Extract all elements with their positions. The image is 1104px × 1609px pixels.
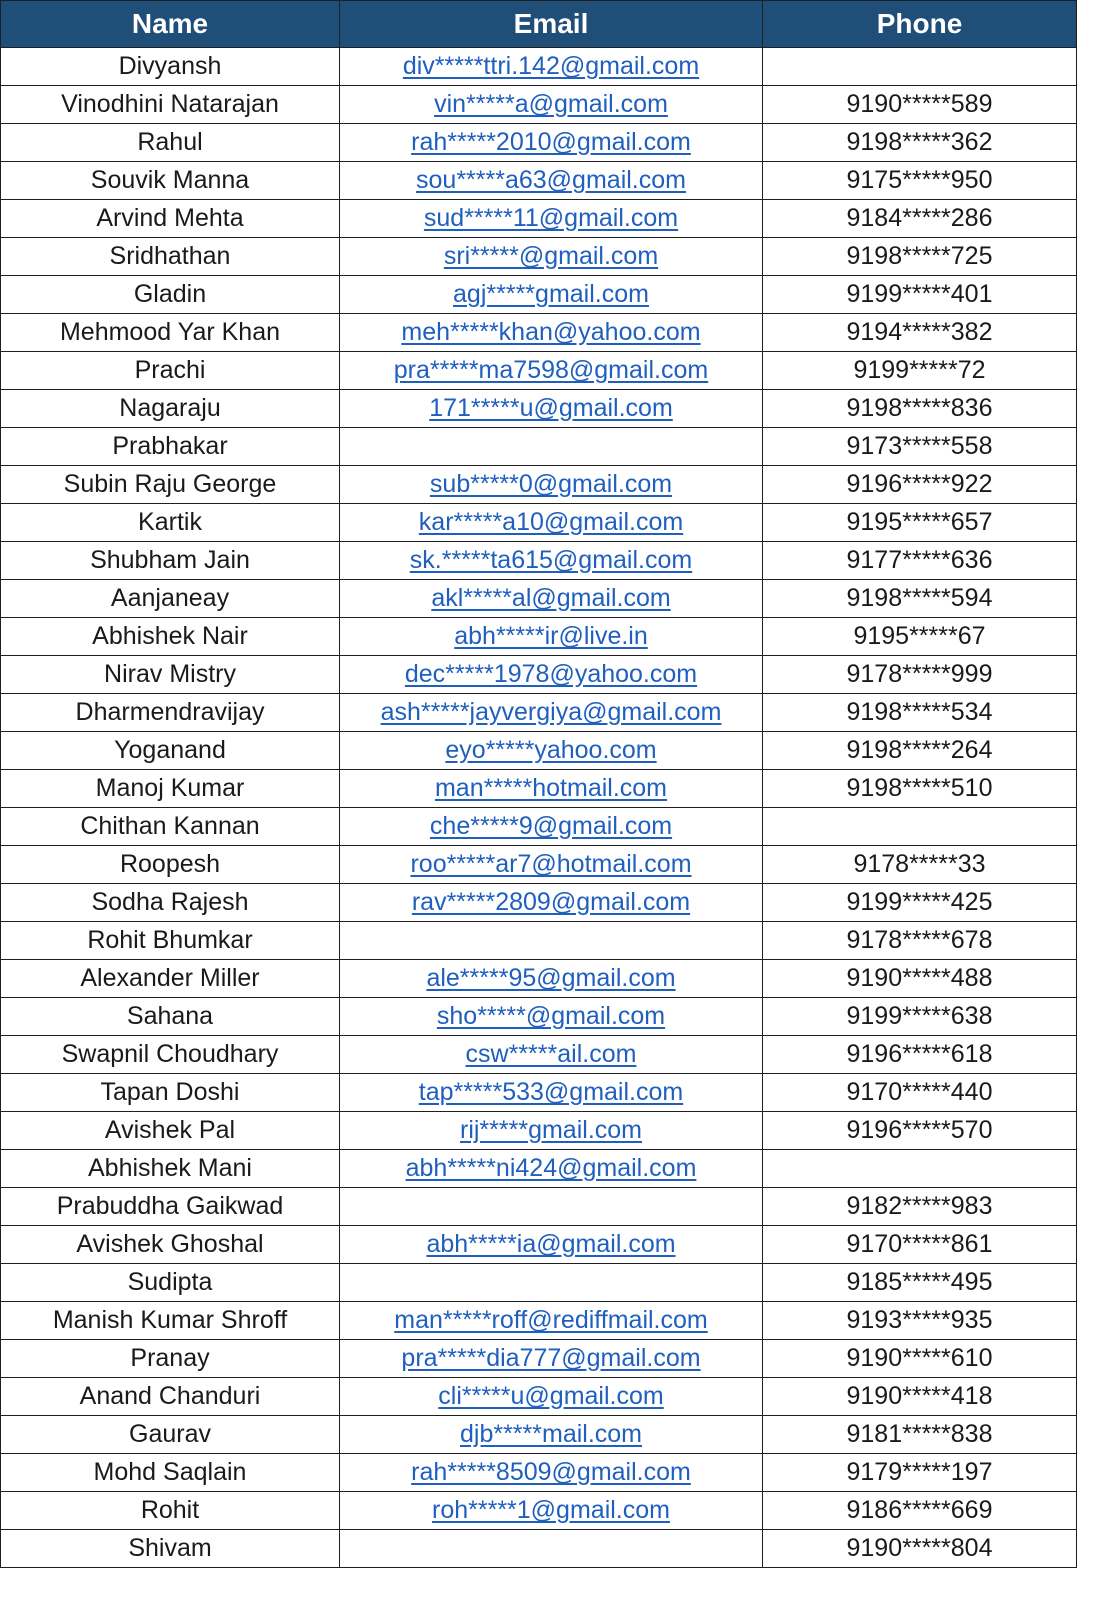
cell-email[interactable] <box>340 428 763 466</box>
cell-email[interactable] <box>340 352 763 390</box>
cell-email[interactable] <box>340 1036 763 1074</box>
cell-email[interactable] <box>340 808 763 846</box>
cell-email[interactable] <box>340 238 763 276</box>
cell-email[interactable] <box>340 48 763 86</box>
table-row[interactable] <box>1 694 1077 732</box>
cell-phone[interactable]: 9185*****495 <box>763 1264 1077 1302</box>
cell-name[interactable]: Mohd Saqlain <box>1 1454 340 1492</box>
cell-name[interactable]: Vinodhini Natarajan <box>1 86 340 124</box>
email-link[interactable]: man*****roff@rediffmail.com <box>394 1306 708 1334</box>
table-row[interactable] <box>1 1036 1077 1074</box>
cell-email[interactable] <box>340 732 763 770</box>
cell-email[interactable] <box>340 1112 763 1150</box>
email-link[interactable]: cli*****u@gmail.com <box>438 1382 664 1410</box>
table-row[interactable] <box>1 770 1077 808</box>
cell-email[interactable] <box>340 998 763 1036</box>
table-row[interactable] <box>1 1378 1077 1416</box>
table-row[interactable] <box>1 124 1077 162</box>
email-link[interactable]: pra*****ma7598@gmail.com <box>393 356 709 384</box>
cell-email[interactable] <box>340 390 763 428</box>
email-link[interactable]: sub*****0@gmail.com <box>429 470 673 498</box>
email-link[interactable]: rij*****gmail.com <box>460 1116 642 1144</box>
cell-phone[interactable]: 9199*****638 <box>763 998 1077 1036</box>
cell-phone[interactable]: 9190*****418 <box>763 1378 1077 1416</box>
table-row[interactable] <box>1 1340 1077 1378</box>
cell-phone[interactable]: 9190*****488 <box>763 960 1077 998</box>
email-link[interactable]: rav*****2809@gmail.com <box>411 888 691 916</box>
cell-phone[interactable]: 9186*****669 <box>763 1492 1077 1530</box>
cell-name[interactable]: Sodha Rajesh <box>1 884 340 922</box>
cell-phone[interactable]: 9178*****678 <box>763 922 1077 960</box>
cell-email[interactable] <box>340 200 763 238</box>
cell-email[interactable] <box>340 276 763 314</box>
cell-phone[interactable]: 9193*****935 <box>763 1302 1077 1340</box>
table-body <box>1 48 1077 1568</box>
cell-email[interactable] <box>340 1188 763 1226</box>
table-row[interactable] <box>1 390 1077 428</box>
email-link[interactable]: eyo*****yahoo.com <box>445 736 657 764</box>
table-row[interactable] <box>1 884 1077 922</box>
email-link[interactable]: csw*****ail.com <box>465 1040 637 1068</box>
email-link[interactable]: sho*****@gmail.com <box>436 1002 666 1030</box>
email-link[interactable]: vin*****a@gmail.com <box>434 90 668 118</box>
cell-email[interactable] <box>340 1302 763 1340</box>
email-link[interactable]: 171*****u@gmail.com <box>429 394 673 422</box>
cell-email[interactable] <box>340 124 763 162</box>
table-row[interactable] <box>1 352 1077 390</box>
cell-name[interactable]: Avishek Ghoshal <box>1 1226 340 1264</box>
table-row[interactable] <box>1 276 1077 314</box>
cell-name[interactable]: Nagaraju <box>1 390 340 428</box>
email-link[interactable]: meh*****khan@yahoo.com <box>401 318 701 346</box>
table-row[interactable] <box>1 846 1077 884</box>
cell-name[interactable]: Sahana <box>1 998 340 1036</box>
cell-name[interactable]: Yoganand <box>1 732 340 770</box>
cell-name[interactable]: Rohit <box>1 1492 340 1530</box>
column-header-email[interactable]: Email <box>340 1 763 48</box>
cell-email[interactable] <box>340 770 763 808</box>
cell-phone[interactable]: 9198*****264 <box>763 732 1077 770</box>
cell-phone[interactable]: 9181*****838 <box>763 1416 1077 1454</box>
cell-phone[interactable]: 9199*****425 <box>763 884 1077 922</box>
cell-email[interactable] <box>340 656 763 694</box>
email-link[interactable]: pra*****dia777@gmail.com <box>401 1344 701 1372</box>
email-link[interactable]: div*****ttri.142@gmail.com <box>402 52 700 80</box>
table-row[interactable] <box>1 1416 1077 1454</box>
cell-email[interactable] <box>340 1226 763 1264</box>
email-link[interactable]: djb*****mail.com <box>459 1420 643 1448</box>
table-row[interactable] <box>1 238 1077 276</box>
header-row <box>1 1 1077 48</box>
table-row[interactable] <box>1 580 1077 618</box>
cell-name[interactable]: Prabhakar <box>1 428 340 466</box>
cell-name[interactable]: Divyansh <box>1 48 340 86</box>
cell-phone[interactable]: 9196*****618 <box>763 1036 1077 1074</box>
email-link[interactable]: agj*****gmail.com <box>453 280 649 308</box>
cell-email[interactable] <box>340 1264 763 1302</box>
cell-email[interactable] <box>340 1454 763 1492</box>
column-header-name[interactable]: Name <box>1 1 340 48</box>
cell-name[interactable]: Prachi <box>1 352 340 390</box>
cell-name[interactable]: Chithan Kannan <box>1 808 340 846</box>
cell-name[interactable]: Abhishek Nair <box>1 618 340 656</box>
cell-phone[interactable]: 9178*****999 <box>763 656 1077 694</box>
cell-phone[interactable]: 9175*****950 <box>763 162 1077 200</box>
email-link[interactable]: ash*****jayvergiya@gmail.com <box>380 698 722 726</box>
cell-phone[interactable]: 9177*****636 <box>763 542 1077 580</box>
cell-email[interactable] <box>340 314 763 352</box>
cell-email[interactable] <box>340 1074 763 1112</box>
email-link[interactable]: roo*****ar7@hotmail.com <box>410 850 692 878</box>
cell-name[interactable]: Tapan Doshi <box>1 1074 340 1112</box>
email-link[interactable]: rah*****8509@gmail.com <box>411 1458 691 1486</box>
table-row[interactable] <box>1 1074 1077 1112</box>
cell-phone[interactable]: 9179*****197 <box>763 1454 1077 1492</box>
email-link[interactable]: kar*****a10@gmail.com <box>418 508 684 536</box>
email-link[interactable]: abh*****ir@live.in <box>454 622 648 650</box>
table-row[interactable] <box>1 504 1077 542</box>
cell-name[interactable]: Abhishek Mani <box>1 1150 340 1188</box>
cell-email[interactable] <box>340 1150 763 1188</box>
cell-email[interactable] <box>340 1378 763 1416</box>
table-row[interactable] <box>1 618 1077 656</box>
cell-phone[interactable]: 9196*****570 <box>763 1112 1077 1150</box>
email-link[interactable]: ale*****95@gmail.com <box>426 964 676 992</box>
cell-phone[interactable]: 9184*****286 <box>763 200 1077 238</box>
cell-email[interactable] <box>340 694 763 732</box>
email-link[interactable]: che*****9@gmail.com <box>429 812 673 840</box>
cell-name[interactable]: Aanjaneay <box>1 580 340 618</box>
cell-email[interactable] <box>340 884 763 922</box>
email-link[interactable]: abh*****ni424@gmail.com <box>405 1154 697 1182</box>
cell-name[interactable]: Gaurav <box>1 1416 340 1454</box>
cell-name[interactable]: Subin Raju George <box>1 466 340 504</box>
cell-name[interactable]: Shivam <box>1 1530 340 1568</box>
cell-email[interactable] <box>340 922 763 960</box>
email-link[interactable]: sou*****a63@gmail.com <box>416 166 686 194</box>
cell-email[interactable] <box>340 466 763 504</box>
table-row[interactable] <box>1 960 1077 998</box>
cell-phone[interactable]: 9198*****362 <box>763 124 1077 162</box>
cell-name[interactable]: Prabuddha Gaikwad <box>1 1188 340 1226</box>
cell-name[interactable]: Arvind Mehta <box>1 200 340 238</box>
table-row[interactable] <box>1 1112 1077 1150</box>
cell-name[interactable]: Rahul <box>1 124 340 162</box>
cell-email[interactable] <box>340 86 763 124</box>
cell-phone[interactable]: 9178*****33 <box>763 846 1077 884</box>
cell-phone[interactable] <box>763 48 1077 86</box>
table-row[interactable] <box>1 1454 1077 1492</box>
table-row[interactable] <box>1 922 1077 960</box>
cell-email[interactable] <box>340 1492 763 1530</box>
table-row[interactable] <box>1 1530 1077 1568</box>
table-row[interactable] <box>1 466 1077 504</box>
cell-phone[interactable]: 9170*****440 <box>763 1074 1077 1112</box>
email-link[interactable]: tap*****533@gmail.com <box>418 1078 684 1106</box>
email-link[interactable]: rah*****2010@gmail.com <box>411 128 691 156</box>
table-row[interactable] <box>1 1492 1077 1530</box>
cell-name[interactable]: Anand Chanduri <box>1 1378 340 1416</box>
table-row[interactable] <box>1 162 1077 200</box>
cell-email[interactable] <box>340 504 763 542</box>
email-link[interactable]: man*****hotmail.com <box>434 774 668 802</box>
table-row[interactable] <box>1 998 1077 1036</box>
cell-name[interactable]: Rohit Bhumkar <box>1 922 340 960</box>
table-row[interactable] <box>1 1188 1077 1226</box>
email-link[interactable]: roh*****1@gmail.com <box>432 1496 670 1524</box>
cell-email[interactable] <box>340 960 763 998</box>
email-link[interactable]: dec*****1978@yahoo.com <box>404 660 698 688</box>
cell-email[interactable] <box>340 580 763 618</box>
cell-phone[interactable] <box>763 1150 1077 1188</box>
table-row[interactable] <box>1 1150 1077 1188</box>
cell-phone[interactable]: 9198*****836 <box>763 390 1077 428</box>
cell-phone[interactable]: 9198*****510 <box>763 770 1077 808</box>
email-link[interactable]: sud*****11@gmail.com <box>423 204 679 232</box>
cell-name[interactable]: Sridhathan <box>1 238 340 276</box>
cell-phone[interactable]: 9170*****861 <box>763 1226 1077 1264</box>
cell-phone[interactable]: 9190*****610 <box>763 1340 1077 1378</box>
cell-phone[interactable]: 9198*****725 <box>763 238 1077 276</box>
email-link[interactable]: abh*****ia@gmail.com <box>426 1230 676 1258</box>
table-row[interactable] <box>1 808 1077 846</box>
table-row[interactable] <box>1 1264 1077 1302</box>
cell-email[interactable] <box>340 542 763 580</box>
cell-name[interactable]: Souvik Manna <box>1 162 340 200</box>
cell-email[interactable] <box>340 1530 763 1568</box>
cell-name[interactable]: Dharmendravijay <box>1 694 340 732</box>
table-row[interactable] <box>1 48 1077 86</box>
table-row[interactable] <box>1 86 1077 124</box>
cell-name[interactable]: Roopesh <box>1 846 340 884</box>
cell-name[interactable]: Swapnil Choudhary <box>1 1036 340 1074</box>
cell-email[interactable] <box>340 1416 763 1454</box>
cell-name[interactable]: Avishek Pal <box>1 1112 340 1150</box>
cell-email[interactable] <box>340 846 763 884</box>
cell-name[interactable]: Manoj Kumar <box>1 770 340 808</box>
cell-email[interactable] <box>340 162 763 200</box>
email-link[interactable]: akl*****al@gmail.com <box>431 584 671 612</box>
cell-phone[interactable]: 9199*****72 <box>763 352 1077 390</box>
cell-email[interactable] <box>340 618 763 656</box>
table-row[interactable] <box>1 314 1077 352</box>
cell-name[interactable]: Nirav Mistry <box>1 656 340 694</box>
cell-phone[interactable]: 9195*****67 <box>763 618 1077 656</box>
cell-email[interactable] <box>340 1340 763 1378</box>
table-row[interactable] <box>1 732 1077 770</box>
column-header-phone[interactable]: Phone <box>763 1 1077 48</box>
email-link[interactable]: sk.*****ta615@gmail.com <box>409 546 693 574</box>
cell-phone[interactable]: 9195*****657 <box>763 504 1077 542</box>
cell-name[interactable]: Kartik <box>1 504 340 542</box>
cell-phone[interactable]: 9198*****534 <box>763 694 1077 732</box>
table-row[interactable] <box>1 428 1077 466</box>
cell-name[interactable]: Mehmood Yar Khan <box>1 314 340 352</box>
cell-phone[interactable]: 9196*****922 <box>763 466 1077 504</box>
cell-name[interactable]: Sudipta <box>1 1264 340 1302</box>
table-row[interactable] <box>1 1226 1077 1264</box>
cell-phone[interactable]: 9198*****594 <box>763 580 1077 618</box>
cell-name[interactable]: Pranay <box>1 1340 340 1378</box>
cell-name[interactable]: Alexander Miller <box>1 960 340 998</box>
cell-phone[interactable]: 9182*****983 <box>763 1188 1077 1226</box>
cell-phone[interactable]: 9190*****589 <box>763 86 1077 124</box>
table-row[interactable] <box>1 1302 1077 1340</box>
table-row[interactable] <box>1 542 1077 580</box>
cell-name[interactable]: Shubham Jain <box>1 542 340 580</box>
cell-name[interactable]: Gladin <box>1 276 340 314</box>
cell-phone[interactable]: 9194*****382 <box>763 314 1077 352</box>
cell-phone[interactable]: 9173*****558 <box>763 428 1077 466</box>
cell-phone[interactable]: 9190*****804 <box>763 1530 1077 1568</box>
table-row[interactable] <box>1 200 1077 238</box>
table-row[interactable] <box>1 656 1077 694</box>
cell-phone[interactable]: 9199*****401 <box>763 276 1077 314</box>
cell-phone[interactable] <box>763 808 1077 846</box>
email-link[interactable]: sri*****@gmail.com <box>443 242 659 270</box>
cell-name[interactable]: Manish Kumar Shroff <box>1 1302 340 1340</box>
